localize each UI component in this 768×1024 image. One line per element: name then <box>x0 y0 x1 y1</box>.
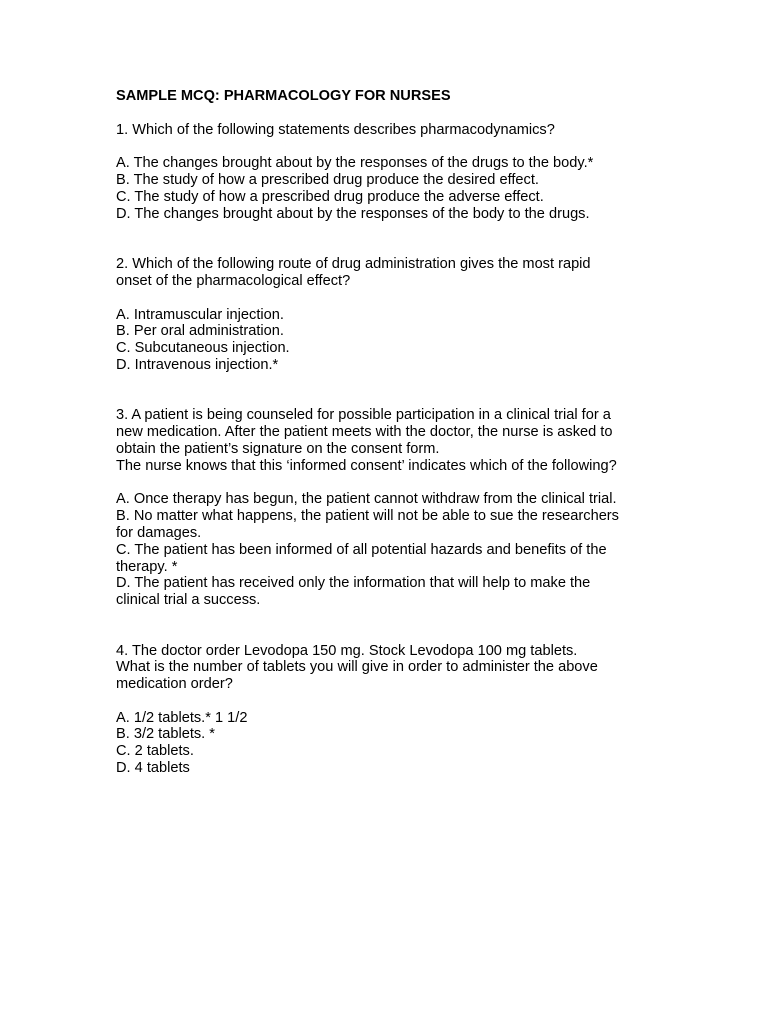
question-stem-line: 2. Which of the following route of drug administration gives the most rapid <box>116 256 591 273</box>
question-4 <box>116 643 676 777</box>
answer-options <box>116 307 676 374</box>
document-content <box>116 88 676 777</box>
question-stem-line: medication order? <box>116 676 233 693</box>
question-1 <box>116 122 676 223</box>
question-stem-line: What is the number of tablets you will give in order to administer the above <box>116 659 598 676</box>
question-stem-line: obtain the patient’s signature on the consent form. <box>116 440 440 457</box>
answer-options <box>116 491 676 609</box>
answer-option-line: C. The patient has been informed of all potential hazards and benefits of the <box>116 541 607 558</box>
question-list <box>116 122 676 777</box>
answer-option-line: B. The study of how a prescribed drug produce the desired effect. <box>116 172 539 189</box>
answer-option-line: D. 4 tablets <box>116 760 190 777</box>
answer-options <box>116 710 676 777</box>
question-spacer <box>116 609 676 643</box>
question-2 <box>116 256 676 374</box>
question-spacer <box>116 374 676 408</box>
answer-option-line: A. Once therapy has begun, the patient cannot withdraw from the clinical trial. <box>116 491 617 508</box>
question-stem-line: onset of the pharmacological effect? <box>116 272 351 289</box>
answer-options <box>116 155 676 222</box>
answer-option-line: A. Intramuscular injection. <box>116 306 284 323</box>
answer-option-line: therapy. * <box>116 558 178 575</box>
question-stem-line: The nurse knows that this ‘informed consent’ indicates which of the following? <box>116 457 617 474</box>
question-3 <box>116 407 676 609</box>
answer-option-line: C. Subcutaneous injection. <box>116 340 290 357</box>
question-stem-line: 3. A patient is being counseled for possible participation in a clinical trial for a <box>116 407 611 424</box>
answer-option-line: A. 1/2 tablets.* 1 1/2 <box>116 709 248 726</box>
document-title: SAMPLE MCQ: PHARMACOLOGY FOR NURSES <box>116 88 451 104</box>
answer-option-line: for damages. <box>116 524 202 541</box>
question-stem-line: new medication. After the patient meets with the doctor, the nurse is asked to <box>116 424 613 441</box>
answer-option-line: B. No matter what happens, the patient will not be able to sue the researchers <box>116 508 619 525</box>
answer-option-line: B. 3/2 tablets. * <box>116 726 215 743</box>
answer-option-line: B. Per oral administration. <box>116 323 284 340</box>
question-stem <box>116 643 676 693</box>
question-stem-line: 1. Which of the following statements describes pharmacodynamics? <box>116 121 555 138</box>
answer-option-line: C. 2 tablets. <box>116 743 194 760</box>
answer-option-line: C. The study of how a prescribed drug produce the adverse effect. <box>116 188 544 205</box>
answer-option-line: clinical trial a success. <box>116 592 261 609</box>
answer-option-line: D. The patient has received only the information that will help to make the <box>116 575 591 592</box>
question-stem <box>116 407 676 474</box>
answer-option-line: A. The changes brought about by the responses of the drugs to the body.* <box>116 155 594 172</box>
answer-option-line: D. The changes brought about by the responses of the body to the drugs. <box>116 205 590 222</box>
answer-option-line: D. Intravenous injection.* <box>116 356 279 373</box>
question-spacer <box>116 223 676 257</box>
question-stem <box>116 256 676 290</box>
question-stem-line: 4. The doctor order Levodopa 150 mg. Stock Levodopa 100 mg tablets. <box>116 642 578 659</box>
question-stem <box>116 122 676 139</box>
